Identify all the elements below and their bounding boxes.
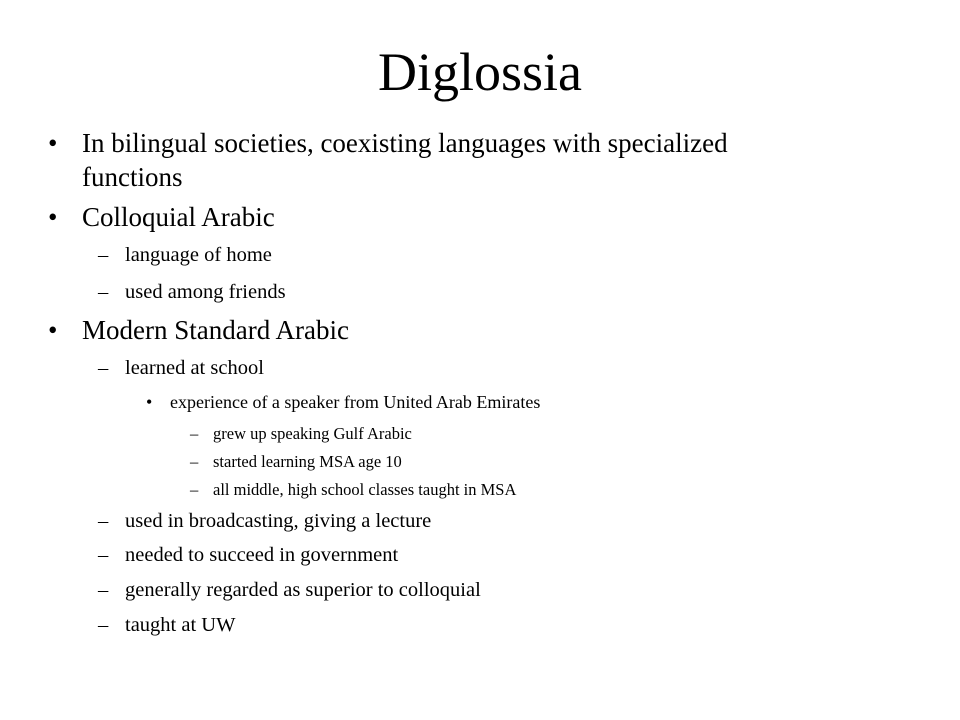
sub-item-text: needed to succeed in government	[125, 544, 399, 566]
sub-item-text: used among friends	[125, 281, 286, 303]
dash-marker: –	[98, 357, 109, 379]
bullet-text: Colloquial Arabic	[82, 202, 275, 232]
sub-item-text: language of home	[125, 244, 272, 266]
bullet-text: functions	[82, 162, 183, 192]
detail-item-text: grew up speaking Gulf Arabic	[213, 424, 412, 443]
dash-marker: –	[98, 579, 109, 601]
dash-marker: –	[98, 544, 109, 566]
detail-item-text: started learning MSA age 10	[213, 452, 402, 471]
dash-marker: –	[98, 614, 109, 636]
bullet-text: Modern Standard Arabic	[82, 315, 349, 345]
sub-item-text: learned at school	[125, 357, 264, 379]
dash-marker: –	[190, 480, 199, 499]
sub-sub-item-text: experience of a speaker from United Arab Emirates	[170, 392, 541, 412]
dash-marker: –	[98, 244, 109, 266]
dash-marker: –	[190, 452, 199, 471]
sub-item-text: generally regarded as superior to colloquial	[125, 579, 481, 601]
detail-item-text: all middle, high school classes taught in MSA	[213, 480, 517, 499]
dash-marker: –	[190, 424, 199, 443]
bullet-marker: •	[146, 392, 153, 412]
dash-marker: –	[98, 281, 109, 303]
bullet-marker: •	[48, 202, 58, 232]
bullet-text: In bilingual societies, coexisting languages with specialized	[82, 128, 728, 158]
bullet-marker: •	[48, 315, 58, 345]
dash-marker: –	[98, 510, 109, 532]
sub-item-text: taught at UW	[125, 614, 236, 636]
bullet-marker: •	[48, 128, 58, 158]
sub-item-text: used in broadcasting, giving a lecture	[125, 510, 432, 532]
slide-title: Diglossia	[377, 42, 582, 102]
